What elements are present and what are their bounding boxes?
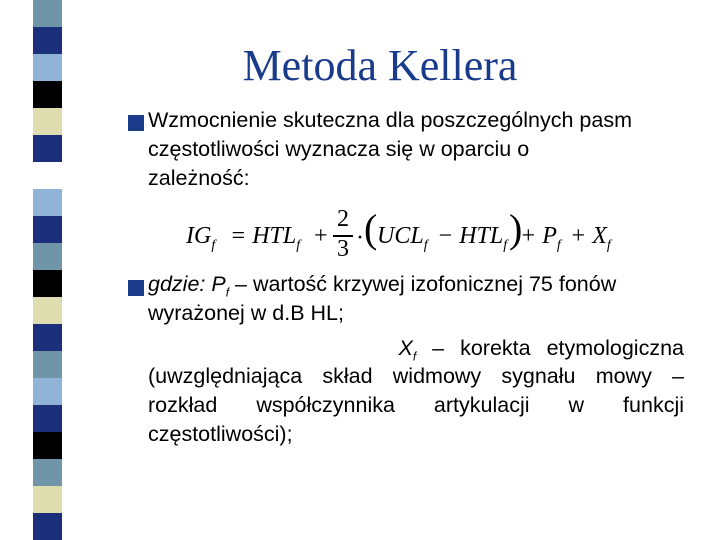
formula-plus: + [314,223,328,249]
pf-description: – wartość krzywej izofonicznej 75 fonów [229,272,617,296]
bullet-marker [128,115,144,131]
formula-ig: $IG_f$ [186,223,216,253]
xf-symbol: $X_f$ [398,336,417,364]
stripe-block [33,432,62,459]
stripe-block [33,378,62,405]
formula-xf: + $X_f$ [570,223,611,253]
formula-ucl: $UCL_f$ [377,223,428,253]
formula-pf: + $P_f$ [520,223,561,253]
stripe-block [33,513,62,540]
bullet2-line5: rozkład współczynnika artykulacji w funkcji [148,393,684,417]
bullet2-line6: częstotliwości); [148,422,293,446]
keller-formula [186,205,646,265]
bullet2-line2: wyrażonej w d.B HL; [148,301,344,325]
stripe-block [33,459,62,486]
bullet1-line2: częstotliwości wyznacza się w oparciu o [148,137,530,161]
stripe-block [33,216,62,243]
slide-title: Metoda Kellera [242,41,518,90]
stripe-block [33,243,62,270]
formula-minus-htl: − $HTL_f$ [437,223,508,253]
stripe-block [33,135,62,162]
stripe-block [33,324,62,351]
xf-description: – korekta etymologiczna [416,336,684,360]
fraction-denominator: 3 [337,236,349,262]
stripe-block [33,162,62,189]
formula-htl: = $HTL_f$ [230,223,301,253]
fraction-numerator: 2 [337,206,349,232]
stripe-block [33,108,62,135]
stripe-block [33,189,62,216]
bullet2-line4: (uwzględniająca skład widmowy sygnału mowy – [148,364,684,388]
where-label: gdzie: [148,272,206,296]
formula-lparen: ( [364,206,378,251]
formula-rparen: ) [509,206,523,251]
stripe-block [33,486,62,513]
formula-dot: · [356,225,364,251]
stripe-block [33,270,62,297]
bullet1-line3: zależność: [148,166,250,190]
stripe-block [33,351,62,378]
stripe-block [33,297,62,324]
stripe-block [33,0,62,27]
stripe-block [33,405,62,432]
bullet1-line1: Wzmocnienie skuteczna dla poszczególnych pasm [148,108,632,132]
bullet-marker [128,280,144,296]
pf-symbol: $P_f$ [211,272,230,300]
